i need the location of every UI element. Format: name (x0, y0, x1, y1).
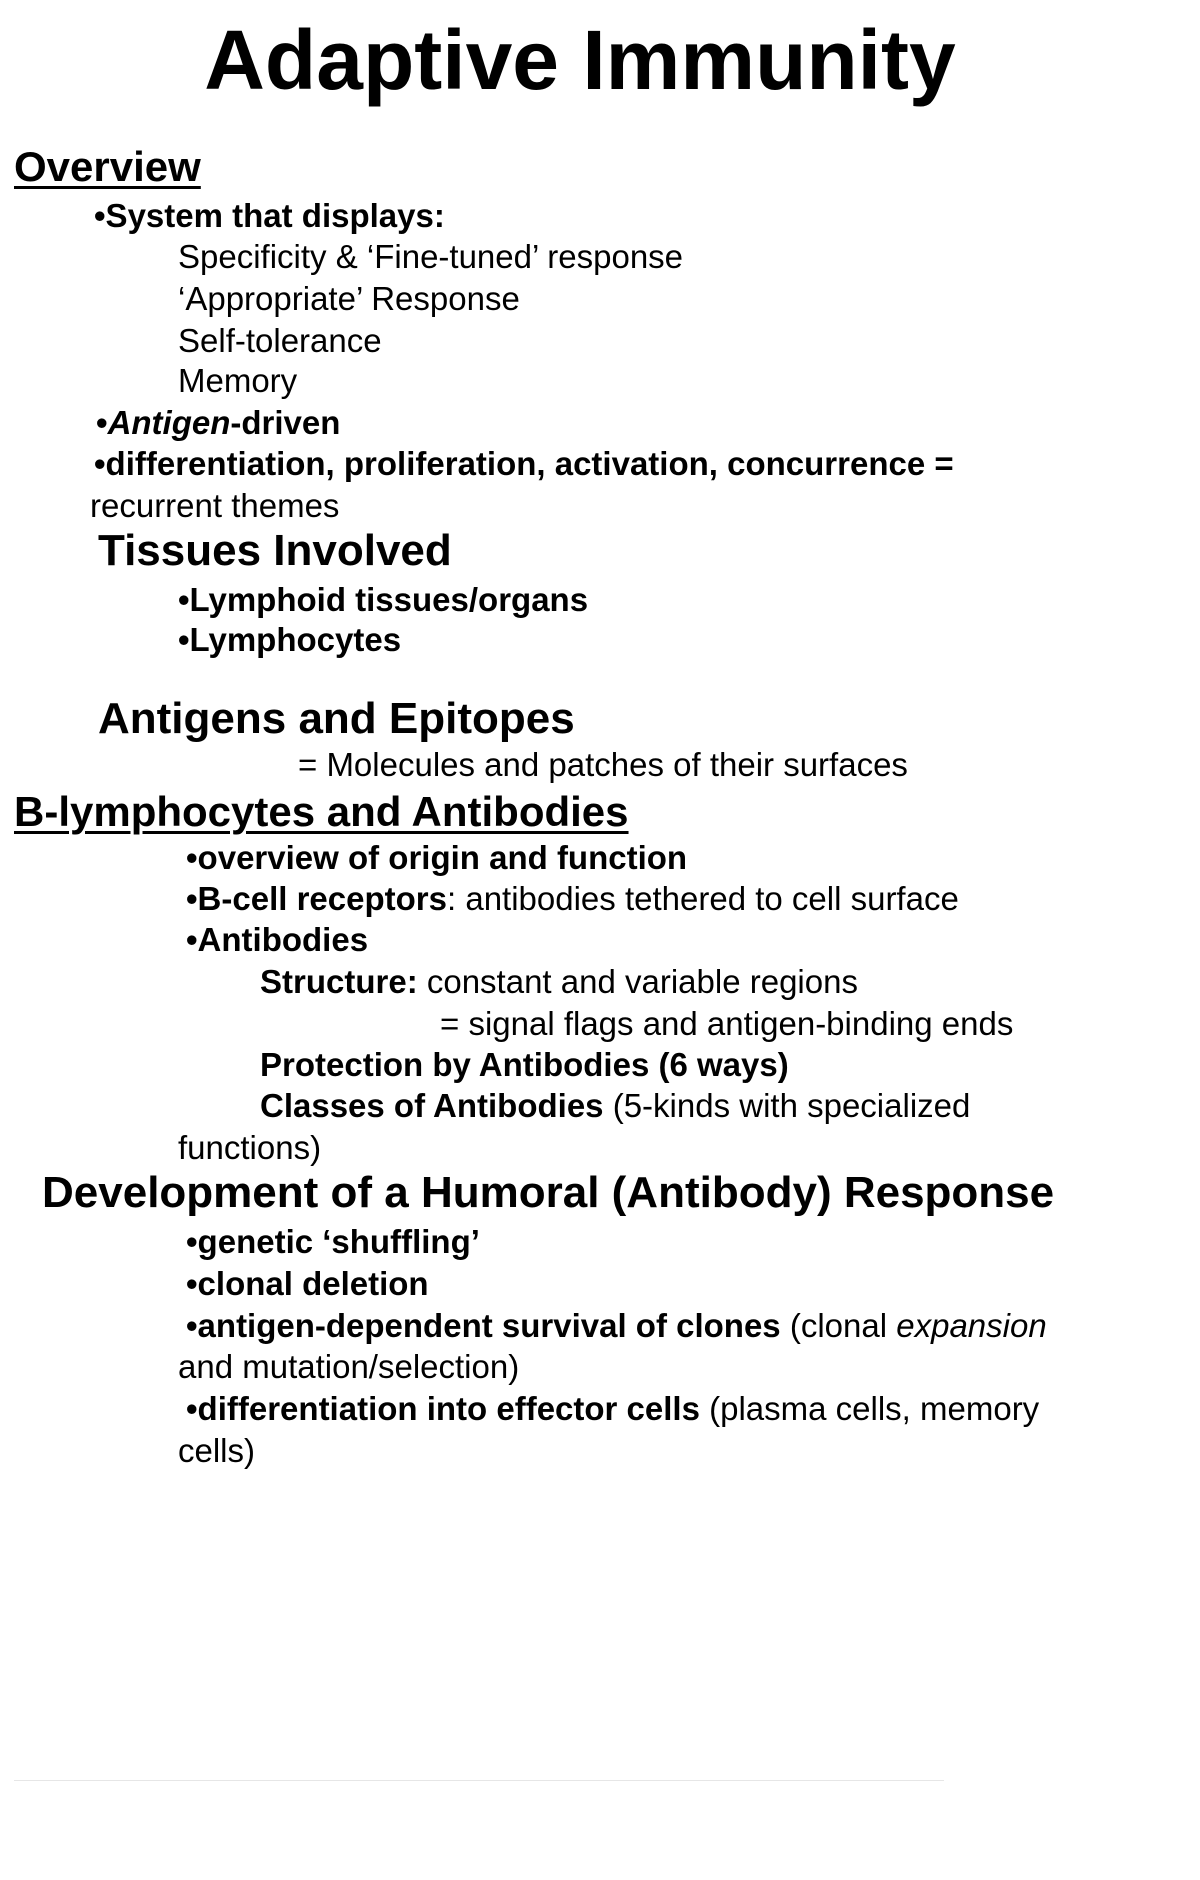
bcr-bold: •B-cell receptors (186, 880, 447, 917)
antigen-word: Antigen (107, 404, 231, 441)
antigen-driven-rest: -driven (230, 404, 341, 441)
classes-line (260, 1086, 970, 1126)
differentiation-rest: (plasma cells, memory (699, 1390, 1040, 1427)
bcr-rest: : antibodies tethered to cell surface (447, 880, 959, 917)
protection-line: Protection by Antibodies (6 ways) (260, 1046, 789, 1083)
recurrent-themes-bullet: •differentiation, proliferation, activation, concurrence = (94, 445, 954, 482)
overview-item-specificity: Specificity & ‘Fine-tuned’ response (178, 238, 684, 275)
antigen-dependent-bullet (186, 1306, 1047, 1346)
genetic-shuffling-bullet: •genetic ‘shuffling’ (186, 1223, 480, 1260)
structure-line (260, 962, 858, 1002)
survival-italic: expansion (896, 1307, 1047, 1344)
survival-rest: (clonal (780, 1307, 897, 1344)
overview-item-appropriate: ‘Appropriate’ Response (178, 280, 520, 317)
tissues-item-lymphocytes: •Lymphocytes (178, 621, 402, 658)
b-lymphocytes-heading: B-lymphocytes and Antibodies (14, 788, 629, 835)
classes-rest: (5-kinds with specialized (603, 1087, 971, 1124)
humoral-heading: Development of a Humoral (Antibody) Response (42, 1168, 1055, 1217)
overview-item-memory: Memory (178, 362, 298, 399)
survival-cont: and mutation/selection) (178, 1348, 520, 1385)
survival-bold: •antigen-dependent survival of clones (186, 1307, 781, 1344)
antigens-heading: Antigens and Epitopes (98, 694, 575, 743)
overview-heading: Overview (14, 143, 201, 190)
tissues-item-lymphoid: •Lymphoid tissues/organs (178, 581, 589, 618)
blymph-overview-bullet: •overview of origin and function (186, 839, 688, 876)
antigens-description: = Molecules and patches of their surfaces (298, 746, 908, 783)
clonal-deletion-bullet: •clonal deletion (186, 1265, 429, 1302)
structure-rest: constant and variable regions (417, 963, 858, 1000)
structure-bold: Structure: (260, 963, 418, 1000)
overview-item-self-tolerance: Self-tolerance (178, 322, 382, 359)
antibodies-bullet: •Antibodies (186, 921, 369, 958)
differentiation-bullet (186, 1389, 1039, 1429)
structure-equals-line: = signal flags and antigen-binding ends (440, 1005, 1014, 1042)
recurrent-themes-cont: recurrent themes (90, 487, 340, 524)
antigen-driven-bullet (96, 403, 340, 443)
classes-cont: functions) (178, 1129, 322, 1166)
bcr-bullet (186, 879, 959, 919)
differentiation-cont: cells) (178, 1432, 256, 1469)
tissues-heading: Tissues Involved (98, 526, 452, 575)
antigen-bullet-dot: • (96, 404, 108, 441)
classes-bold: Classes of Antibodies (260, 1087, 604, 1124)
differentiation-bold: •differentiation into effector cells (186, 1390, 700, 1427)
system-displays-bullet: •System that displays: (94, 197, 445, 234)
footer-divider (14, 1780, 944, 1781)
page-title: Adaptive Immunity (204, 13, 956, 107)
